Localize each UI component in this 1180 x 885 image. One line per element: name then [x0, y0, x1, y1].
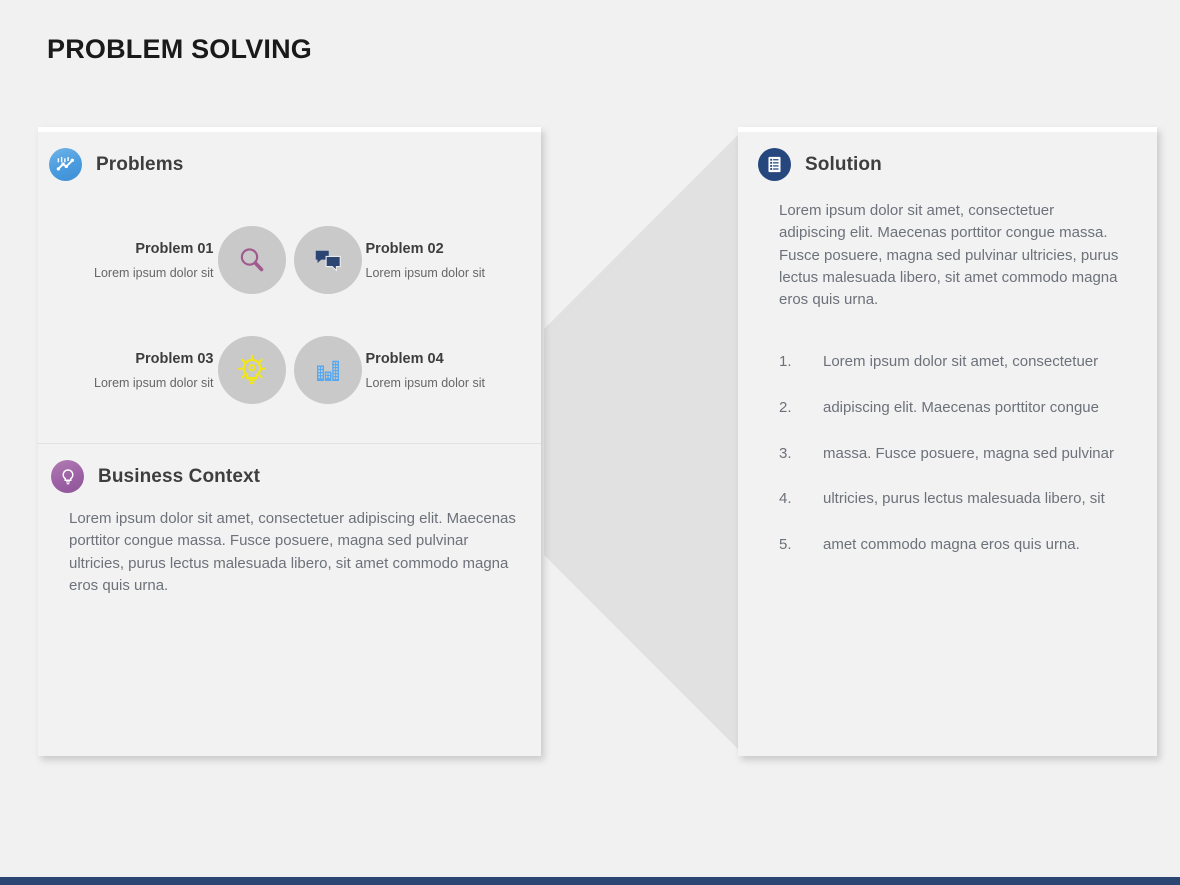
problem-01-title: Problem 01 [135, 240, 214, 257]
problem-01-icon-circle[interactable] [218, 226, 286, 294]
problem-03-text [64, 351, 214, 390]
panel-divider [38, 443, 541, 444]
problem-02-icon-circle[interactable] [294, 226, 362, 294]
list-item-number: 5. [779, 536, 792, 554]
list-item [779, 531, 1144, 560]
problem-03-subtitle: Lorem ipsum dolor sit [94, 375, 214, 390]
problem-04-text [366, 351, 516, 390]
chart-growth-icon [49, 148, 82, 181]
problem-01-text [64, 241, 214, 280]
bottom-accent-bar [0, 877, 1180, 885]
business-context-header [51, 460, 260, 493]
page-title: PROBLEM SOLVING [47, 34, 313, 64]
solution-list [779, 348, 1144, 577]
problem-03-title: Problem 03 [135, 350, 214, 367]
problem-04-icon-circle[interactable] [294, 336, 362, 404]
problems-row-1 [38, 205, 541, 315]
chat-bubbles-icon [313, 245, 343, 275]
list-item-text: ultricies, purus lectus malesuada libero, sit [823, 490, 1105, 508]
lightbulb-icon [236, 354, 268, 386]
list-item-text: adipiscing elit. Maecenas porttitor congue [823, 398, 1099, 416]
list-item [779, 394, 1144, 423]
business-context-heading: Business Context [98, 465, 261, 487]
problem-03-icon-circle[interactable] [218, 336, 286, 404]
solution-section-header [758, 148, 882, 181]
list-item [779, 348, 1144, 377]
list-item-text: Lorem ipsum dolor sit amet, consectetuer [823, 353, 1099, 370]
list-item-text: massa. Fusce posuere, magna sed pulvinar [823, 444, 1114, 462]
problem-04-title: Problem 04 [365, 350, 444, 367]
problems-heading: Problems [96, 153, 184, 175]
right-chevron-arrow [540, 128, 745, 756]
lightbulb-circle-icon [51, 460, 84, 493]
solution-body: Lorem ipsum dolor sit amet, consectetuer adipiscing elit. Maecenas porttitor congue massa. Fusce posuere, magna sed pulvinar ultricies, purus lectus malesuada libero, sit amet commodo magna eros quis urna. [779, 202, 1119, 309]
list-item [779, 440, 1144, 469]
list-item-number: 1. [779, 353, 792, 370]
list-item-text: amet commodo magna eros quis urna. [823, 536, 1080, 554]
problems-row-2 [38, 315, 541, 425]
business-context-body: Lorem ipsum dolor sit amet, consectetuer adipiscing elit. Maecenas porttitor congue massa. Fusce posuere, magna sed pulvinar ultricies, purus lectus malesuada libero, sit amet commodo magna eros quis urna. [69, 510, 516, 595]
list-document-icon [758, 148, 791, 181]
list-item-number: 3. [779, 444, 792, 462]
list-item [779, 485, 1144, 514]
problem-02-subtitle: Lorem ipsum dolor sit [365, 265, 485, 280]
magnifier-icon [237, 245, 267, 275]
buildings-icon [313, 355, 343, 385]
list-item-number: 4. [779, 490, 792, 508]
problem-04-subtitle: Lorem ipsum dolor sit [365, 375, 485, 390]
list-item-number: 2. [779, 398, 792, 416]
problem-01-subtitle: Lorem ipsum dolor sit [94, 265, 214, 280]
solution-heading: Solution [805, 153, 882, 175]
problem-02-title: Problem 02 [365, 240, 444, 257]
problems-grid [38, 205, 541, 425]
problem-02-text [366, 241, 516, 280]
problems-section-header [49, 148, 183, 181]
